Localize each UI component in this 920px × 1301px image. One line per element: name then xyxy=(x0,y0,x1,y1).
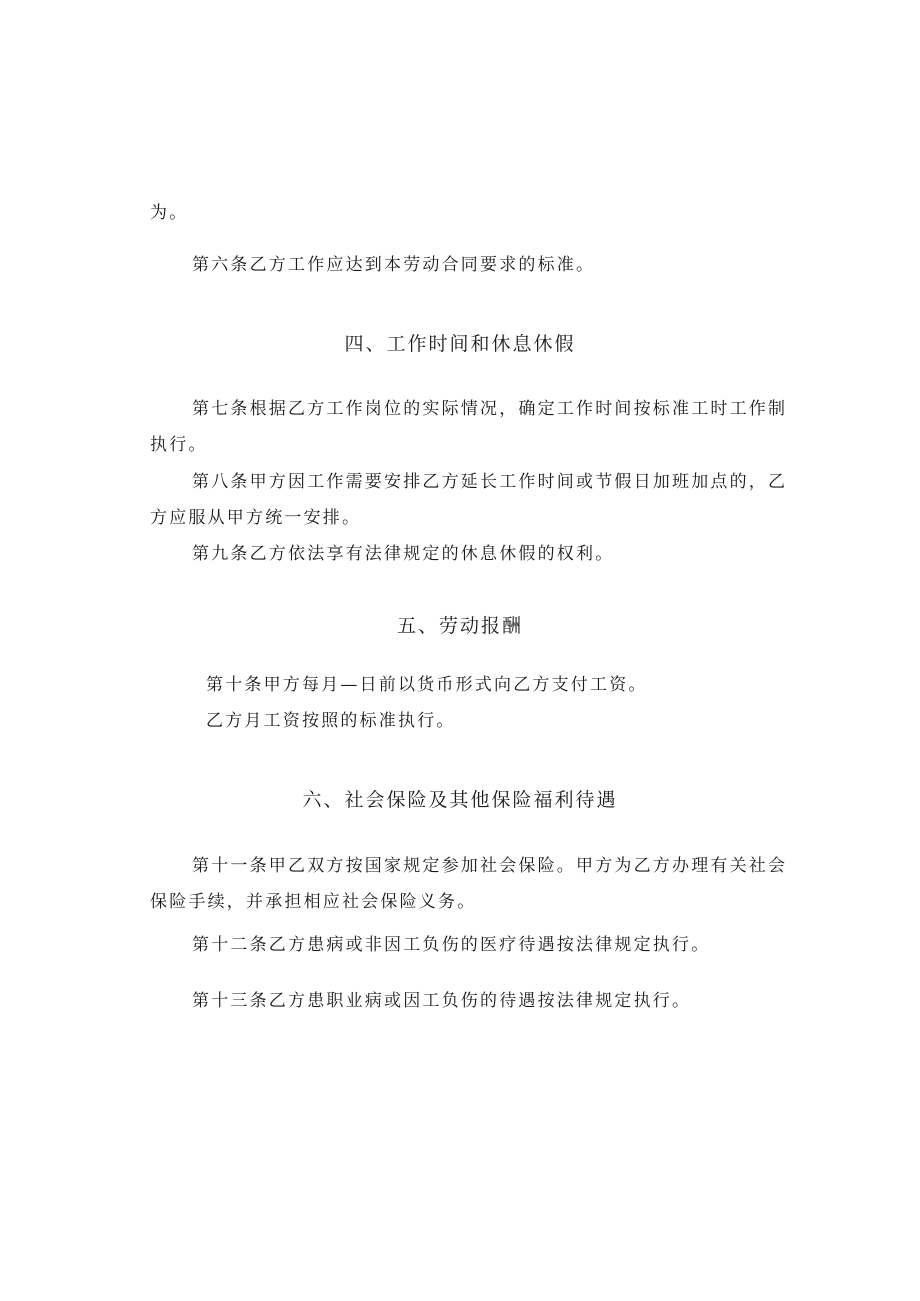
salary-line: 乙方月工资按照的标准执行。 xyxy=(206,711,456,731)
article-11-line-2: 保险手续，并承担相应社会保险义务。 xyxy=(150,892,477,912)
article-10: 第十条甲方每月—日前以货币形式向乙方支付工资。 xyxy=(206,675,648,695)
article-9: 第九条乙方依法享有法律规定的休息休假的权利。 xyxy=(192,544,615,564)
section-6-title: 六、社会保险及其他保险福利待遇 xyxy=(302,789,618,811)
section-5-title: 五、劳动报酬 xyxy=(396,615,523,637)
fragment-top: 为。 xyxy=(150,203,189,223)
article-12: 第十二条乙方患病或非因工负伤的医疗待遇按法律规定执行。 xyxy=(192,935,711,955)
article-8-line-1: 第八条甲方因工作需要安排乙方延长工作时间或节假日加班加点的，乙 xyxy=(192,472,788,492)
article-7-line-1: 第七条根据乙方工作岗位的实际情况，确定工作时间按标准工时工作制 xyxy=(192,399,788,419)
article-11-line-1: 第十一条甲乙双方按国家规定参加社会保险。甲方为乙方办理有关社会 xyxy=(192,856,788,876)
article-8-line-2: 方应服从甲方统一安排。 xyxy=(150,508,362,528)
article-7-line-2: 执行。 xyxy=(150,435,208,455)
article-6: 第六条乙方工作应达到本劳动合同要求的标准。 xyxy=(192,255,596,275)
section-4-title: 四、工作时间和休息休假 xyxy=(344,333,576,355)
article-13: 第十三条乙方患职业病或因工负伤的待遇按法律规定执行。 xyxy=(192,991,692,1011)
